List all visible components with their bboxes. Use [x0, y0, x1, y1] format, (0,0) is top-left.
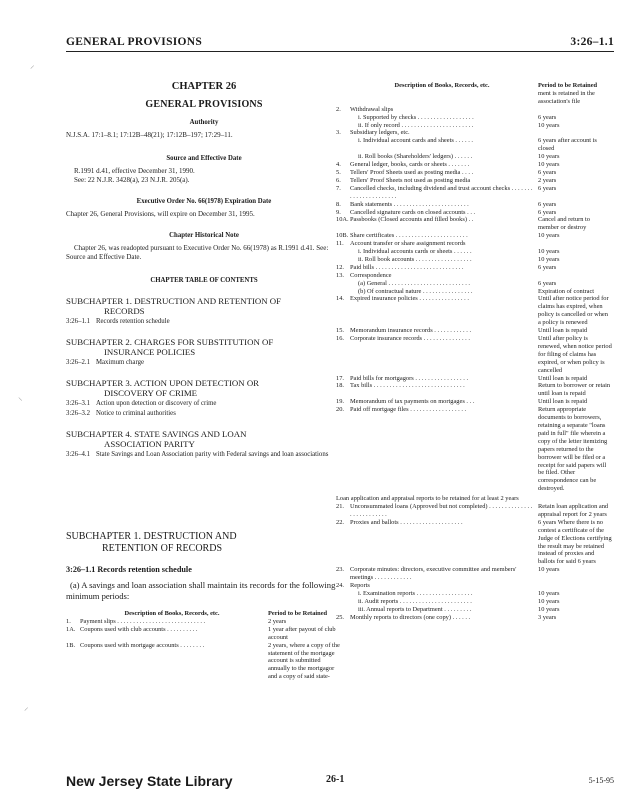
toc-list-4 — [66, 451, 342, 459]
row-description-text: Paid bills for mortgagors . . . . . . . . . . . . . . . . . — [350, 374, 469, 382]
table-row — [336, 406, 612, 493]
table-row — [336, 280, 612, 288]
row-description-text: (b) Of contractual nature . . . . . . . . . . . . . . . . — [358, 287, 473, 295]
toc-section-number: 3:26–3.1 — [66, 400, 90, 407]
row-retention-period: 10 years — [538, 255, 560, 263]
table-row — [336, 169, 612, 177]
table-row — [336, 209, 612, 217]
running-header — [66, 36, 614, 48]
table-header-description: Description of Books, Records, etc. — [394, 82, 490, 89]
toc-subchapter-1-line-2: RECORDS — [104, 306, 145, 316]
row-number: 21. — [336, 503, 344, 511]
row-number: 20. — [336, 406, 344, 414]
row-description-text: Account transfer or share assignment records — [350, 240, 466, 248]
supplement-date: 5-15-95 — [588, 776, 614, 785]
row-description-text: Monthly reports to directors (one copy) . . . . . . — [350, 613, 471, 621]
row-description — [350, 177, 534, 185]
toc-entry — [66, 318, 342, 326]
row-retention-period — [534, 240, 612, 248]
row-retention-period — [534, 272, 612, 280]
toc-subchapter-4 — [66, 429, 342, 449]
row-number: 1. — [66, 617, 71, 625]
row-description — [350, 566, 534, 582]
row-number-empty — [336, 90, 350, 106]
toc-section-title: Maximum charge — [96, 359, 145, 366]
row-retention-period: 2 years, where a copy of the statement of the mortgage account is submitted annually to the mortgagor and a copy of said state- — [268, 641, 340, 681]
row-retention-period: 1 year after payout of club account — [268, 625, 336, 641]
table-header-spacer — [66, 610, 80, 618]
row-description-text: ii. Roll book accounts . . . . . . . . . . . . . . . . . . — [358, 255, 472, 263]
row-description-text: General ledger, books, cards or sheets . . . . . . . — [350, 161, 470, 169]
row-retention-period: Until after policy is renewed, when notice period for filing of claims has expired, or when policy is cancelled — [538, 335, 612, 374]
table-row — [336, 272, 612, 280]
row-retention-period — [534, 106, 612, 114]
page-number: 26-1 — [326, 774, 345, 785]
row-retention-period: 10 years — [538, 597, 560, 605]
row-description — [350, 503, 534, 519]
row-description-text: Paid bills . . . . . . . . . . . . . . . . . . . . . . . . . . . . — [350, 263, 464, 271]
source-line-1: R.1991 d.41, effective December 31, 1990. — [74, 167, 195, 175]
row-retention-period: 10 years — [538, 566, 560, 574]
history-text: Chapter 26, was readopted pursuant to Executive Order No. 66(1978) as R.1991 d.41. See: Source and Effective Date. — [66, 244, 329, 261]
row-number: 9. — [336, 208, 341, 216]
row-number: 1A. — [66, 625, 76, 633]
toc-entry — [66, 400, 342, 408]
row-number — [336, 248, 350, 256]
row-number: 4. — [336, 161, 341, 169]
toc-entry — [66, 410, 342, 418]
row-description-text: Withdrawal slips — [350, 105, 394, 113]
row-description-text: Unconsummated loans (Approved but not completed) . . . . . . . . . . . . . . . . . . . . . . . . . . — [350, 503, 533, 518]
row-retention-period: 6 years — [538, 279, 557, 287]
row-retention-period: 6 years — [538, 263, 557, 271]
table-row — [336, 129, 612, 137]
row-description-text: Share certificates . . . . . . . . . . . . . . . . . . . . . . . — [350, 232, 468, 240]
table-row — [336, 106, 612, 114]
row-description-text: Memorandum insurance records . . . . . . . . . . . . — [350, 327, 472, 335]
row-description — [350, 264, 534, 272]
row-description — [350, 582, 534, 590]
row-number: 5. — [336, 168, 341, 176]
row-description — [350, 240, 534, 248]
table-row — [336, 327, 612, 335]
page-footer — [66, 773, 614, 791]
table-row — [336, 122, 612, 130]
row-number: 22. — [336, 518, 344, 526]
row-number: 10A. — [336, 216, 349, 224]
table-header-description: Description of Books, Records, etc. — [124, 610, 220, 617]
row-description-text: Expired insurance policies . . . . . . . . . . . . . . . . — [350, 295, 469, 303]
toc-section-title: Action upon detection or discovery of crime — [96, 400, 217, 407]
table-row — [336, 398, 612, 406]
table-row — [336, 288, 612, 296]
row-description — [350, 201, 534, 209]
row-description — [350, 382, 534, 398]
row-number: 18. — [336, 382, 344, 390]
table-header-row — [66, 610, 342, 618]
table-row — [336, 382, 612, 398]
row-description-text: Corporate minutes: directors, executive committee and members' meetings . . . . . . . . . . . . — [350, 566, 517, 582]
toc-list-3 — [66, 400, 342, 418]
row-description-text: iii. Annual reports to Department . . . . . . . . . — [358, 605, 472, 613]
row-description — [350, 606, 534, 614]
table-row — [336, 503, 612, 519]
row-description — [350, 272, 534, 280]
row-description — [350, 280, 534, 288]
history-heading: Chapter Historical Note — [169, 232, 239, 239]
row-number — [336, 288, 350, 296]
row-description — [350, 129, 534, 137]
row-description — [350, 614, 534, 622]
header-rule — [66, 51, 614, 52]
row-retention-period: 6 years after account is closed — [538, 137, 597, 153]
row-description — [350, 288, 534, 296]
row-description-text: i. Supported by checks . . . . . . . . . . . . . . . . . . — [358, 113, 474, 121]
source-line-2: See: 22 N.J.R. 3428(a), 23 N.J.R. 205(a). — [74, 176, 190, 184]
toc-section-title: Notice to criminal authorities — [96, 410, 176, 417]
row-description — [350, 327, 534, 335]
table-row — [336, 606, 612, 614]
row-retention-period: 10 years — [538, 121, 560, 129]
row-description — [350, 169, 534, 177]
row-description — [350, 598, 534, 606]
row-retention-period: Until loan is repaid — [538, 327, 588, 335]
toc-heading: CHAPTER TABLE OF CONTENTS — [150, 277, 258, 284]
row-retention-period: Until after notice period for claims has expired, when policy is cancelled or when a policy is renewed — [538, 295, 609, 327]
row-description-text: Payment slips . . . . . . . . . . . . . . . . . . . . . . . . . . . . — [80, 617, 206, 625]
table-row — [66, 642, 342, 682]
toc-list-2 — [66, 359, 342, 367]
row-number: 23. — [336, 566, 344, 574]
chapter-title: GENERAL PROVISIONS — [145, 99, 263, 110]
table-row — [336, 216, 612, 232]
toc-subchapter-2-line-2: INSURANCE POLICIES — [104, 347, 196, 357]
row-retention-period: Until loan is repaid — [538, 374, 588, 382]
row-description — [80, 618, 264, 626]
row-retention-period: 10 years — [538, 605, 560, 613]
row-number: 6. — [336, 176, 341, 184]
toc-subchapter-1-line-1: SUBCHAPTER 1. DESTRUCTION AND RETENTION OF — [66, 296, 282, 306]
row-description — [350, 209, 534, 217]
toc-entry — [66, 359, 342, 367]
table-row — [66, 618, 342, 626]
table-row — [336, 519, 612, 566]
row-description — [80, 626, 264, 642]
row-retention-period: 10 years — [538, 248, 560, 256]
table-row — [336, 598, 612, 606]
toc-section-number: 3:26–1.1 — [66, 318, 90, 325]
table-header-row — [336, 82, 612, 90]
row-number — [336, 606, 350, 614]
row-description — [350, 153, 534, 161]
row-number: 15. — [336, 327, 344, 335]
table-row — [336, 153, 612, 161]
row-number: 19. — [336, 398, 344, 406]
table-row — [336, 232, 612, 240]
section-subchapter-line-2: RETENTION OF RECORDS — [102, 543, 223, 554]
row-retention-period: 10 years — [538, 153, 560, 161]
row-retention-period: 10 years — [538, 590, 560, 597]
row-retention-continued: ment is retained in the association's file — [538, 89, 595, 105]
row-description-text: Tellers' Proof Sheets not used as posting media — [350, 176, 471, 184]
row-retention-period: 2 years — [538, 176, 557, 184]
row-description — [350, 375, 534, 383]
row-retention-period: 6 years — [538, 113, 557, 121]
continuation-row — [336, 90, 612, 106]
row-retention-period: 10 years — [538, 161, 560, 169]
table-row — [336, 566, 612, 582]
row-description-text: Reports — [350, 582, 370, 590]
row-description-text: Cancelled signature cards on closed accounts . . . — [350, 208, 476, 216]
table-row — [336, 177, 612, 185]
row-description — [350, 185, 534, 201]
row-number: 3. — [336, 129, 341, 137]
row-retention-period: 3 years — [538, 613, 557, 621]
loan-note: Loan application and appraisal reports to be retained for at least 2 years — [336, 495, 519, 503]
row-description-text: Bank statements . . . . . . . . . . . . . . . . . . . . . . . . — [350, 200, 469, 208]
table-row — [336, 201, 612, 209]
row-description-text: ii. Roll books (Shareholders' ledgers) . . . . . . — [358, 153, 473, 161]
row-description — [350, 232, 534, 240]
retention-table-right — [336, 82, 612, 622]
row-description-text: Corporate insurance records . . . . . . . . . . . . . . . — [350, 335, 470, 342]
row-number — [336, 280, 350, 288]
row-number: 25. — [336, 613, 344, 621]
row-number — [336, 256, 350, 264]
row-description — [350, 398, 534, 406]
toc-subchapter-2 — [66, 337, 342, 357]
row-retention-period — [534, 582, 612, 590]
row-number: 12. — [336, 263, 344, 271]
eo-text: Chapter 26, General Provisions, will expire on December 31, 1995. — [66, 210, 255, 218]
row-number — [336, 590, 350, 598]
table-header-spacer — [336, 82, 350, 90]
row-description-text: Subsidiary ledgers, etc. — [350, 129, 410, 137]
toc-subchapter-2-line-1: SUBCHAPTER 2. CHARGES FOR SUBSTITUTION OF — [66, 337, 274, 347]
toc-subchapter-4-line-1: SUBCHAPTER 4. STATE SAVINGS AND LOAN — [66, 429, 247, 439]
row-retention-period — [534, 129, 612, 137]
row-number — [336, 153, 350, 161]
row-description — [350, 122, 534, 130]
row-description-text: i. Examination reports . . . . . . . . . . . . . . . . . . — [358, 590, 473, 597]
toc-subchapter-1 — [66, 296, 342, 316]
table-row — [336, 185, 612, 201]
row-retention-period: Retain loan application and appraisal report for 2 years — [538, 503, 609, 518]
toc-section-number: 3:26–2.1 — [66, 359, 90, 366]
row-description-text: Passbooks (Closed accounts and filled books) . . — [350, 216, 474, 224]
row-retention-period: 10 years — [538, 232, 560, 240]
row-number: 7. — [336, 184, 341, 192]
header-left: GENERAL PROVISIONS — [66, 36, 203, 48]
row-description — [350, 335, 534, 375]
section-paragraph: (a) A savings and loan association shall maintain its records for the following minimum periods: — [66, 580, 336, 601]
row-retention-period: 6 years — [538, 200, 557, 208]
row-description-text: Coupons used with mortgage accounts . . . . . . . . — [80, 641, 205, 649]
row-retention-period: Expiration of contract — [538, 287, 595, 295]
row-retention-period: Return appropriate documents to borrowers, retaining a separate "loans paid in full" file wherein a copy of the letter itemizing papers returned to the borrower will be filed or a receipt for said papers will be filed. Other correspondence can be destroyed. — [538, 406, 608, 493]
row-description — [350, 406, 534, 493]
eo-heading: Executive Order No. 66(1978) Expiration Date — [136, 198, 272, 205]
row-description — [350, 137, 534, 153]
table-header-period: Period to be Retained — [268, 610, 328, 617]
retention-table-left — [66, 610, 342, 681]
row-number — [336, 137, 350, 153]
table-row — [336, 375, 612, 383]
row-retention-period: 6 years — [538, 184, 557, 192]
row-number: 16. — [336, 335, 344, 342]
toc-section-number: 3:26–3.2 — [66, 410, 90, 417]
toc-list-1 — [66, 318, 342, 326]
row-description-text: ii. If only record . . . . . . . . . . . . . . . . . . . . . . . — [358, 121, 474, 129]
table-row — [66, 626, 342, 642]
toc-entry — [66, 451, 342, 459]
row-retention-period: 6 years — [538, 208, 557, 216]
table-row — [336, 582, 612, 590]
row-retention-period: 6 years — [538, 168, 557, 176]
table-row — [336, 335, 612, 375]
table-row — [336, 295, 612, 327]
row-number: 10B. — [336, 232, 349, 240]
row-description — [350, 106, 534, 114]
row-retention-period: Until loan is repaid — [538, 398, 588, 406]
row-description — [350, 256, 534, 264]
row-number: 1B. — [66, 641, 76, 649]
row-number — [336, 122, 350, 130]
table-row — [336, 256, 612, 264]
row-number: 14. — [336, 295, 344, 303]
table-row — [336, 161, 612, 169]
row-number: 17. — [336, 374, 344, 382]
row-description — [350, 216, 534, 232]
row-description — [80, 642, 264, 682]
row-description — [350, 248, 534, 256]
left-column — [66, 82, 342, 681]
row-number: 11. — [336, 240, 344, 248]
authority-text: N.J.S.A. 17:1–8.1; 17:12B–48(21); 17:12B–197; 17:29–11. — [66, 131, 233, 139]
toc-subchapter-4-line-2: ASSOCIATION PARITY — [104, 439, 195, 449]
row-description — [350, 519, 534, 566]
toc-subchapter-3 — [66, 378, 342, 398]
table-row — [336, 264, 612, 272]
library-stamp: New Jersey State Library — [66, 773, 233, 789]
row-retention-period: 2 years — [268, 617, 287, 625]
row-description-text: Proxies and ballots . . . . . . . . . . . . . . . . . . . . — [350, 518, 463, 526]
row-number: 8. — [336, 200, 341, 208]
table-header-period: Period to be Retained — [538, 82, 598, 89]
row-number — [336, 114, 350, 122]
row-description — [350, 114, 534, 122]
margin-mark: ⸝ — [30, 60, 35, 70]
table-row — [336, 590, 612, 598]
row-retention-period: 6 years Where there is no contest a certificate of the Judge of Elections certifying the result may be retained instead of proxies and ballots for said 6 years — [538, 518, 612, 566]
row-description-text: i. Individual accounts cards or sheets . . . . . . — [358, 248, 472, 256]
table-row — [336, 240, 612, 248]
header-right: 3:26–1.1 — [570, 36, 614, 48]
row-description-text: Coupons used with club accounts . . . . . . . . . . — [80, 625, 198, 633]
section-subchapter-heading — [66, 531, 342, 555]
chapter-number: CHAPTER 26 — [171, 81, 237, 92]
row-retention-period: Cancel and return to member or destroy — [538, 216, 590, 232]
toc-subchapter-3-line-2: DISCOVERY OF CRIME — [104, 388, 198, 398]
toc-section-number: 3:26–4.1 — [66, 451, 90, 458]
table-row — [336, 614, 612, 622]
row-description-text: Tax bills . . . . . . . . . . . . . . . . . . . . . . . . . . . . . — [350, 382, 465, 390]
toc-section-title: Records retention schedule — [96, 318, 170, 325]
row-description-text: Tellers' Proof Sheets used as posting media . . . . — [350, 168, 474, 176]
toc-section-title: State Savings and Loan Association parity with Federal savings and loan associations — [96, 451, 329, 458]
row-number — [336, 598, 350, 606]
margin-mark: ⸝ — [24, 702, 29, 712]
row-description — [350, 590, 534, 598]
source-heading: Source and Effective Date — [166, 155, 242, 162]
row-description-text: i. Individual account cards and sheets . . . . . . — [358, 137, 474, 145]
row-number: 13. — [336, 271, 344, 279]
row-description-text: Correspondence — [350, 271, 392, 279]
row-description-text: Paid off mortgage files . . . . . . . . . . . . . . . . . . — [350, 406, 467, 414]
row-number: 24. — [336, 582, 344, 590]
section-heading: 3:26–1.1 Records retention schedule — [66, 565, 192, 574]
row-retention-period: Return to borrower or retain until loan is repaid — [538, 382, 611, 398]
table-row — [336, 114, 612, 122]
table-row — [336, 137, 612, 153]
table-row — [336, 248, 612, 256]
row-description — [350, 161, 534, 169]
row-description-text: Memorandum of tax payments on mortgages . . . — [350, 398, 475, 406]
row-description-empty — [350, 90, 534, 106]
right-column — [336, 82, 612, 622]
row-description-text: (a) General . . . . . . . . . . . . . . . . . . . . . . . . . . — [358, 279, 470, 287]
section-subchapter-line-1: SUBCHAPTER 1. DESTRUCTION AND — [66, 531, 237, 542]
authority-heading: Authority — [189, 119, 219, 126]
toc-subchapter-3-line-1: SUBCHAPTER 3. ACTION UPON DETECTION OR — [66, 378, 260, 388]
row-description — [350, 295, 534, 327]
margin-mark: ⸜ — [18, 392, 23, 402]
loan-note-row — [336, 493, 612, 503]
row-description-text: ii. Audit reports . . . . . . . . . . . . . . . . . . . . . . . — [358, 597, 472, 605]
row-number: 2. — [336, 105, 341, 113]
row-description-text: Cancelled checks, including dividend and trust account checks . . . . . . . . . . . . . . . . . . . . . . — [350, 184, 533, 200]
